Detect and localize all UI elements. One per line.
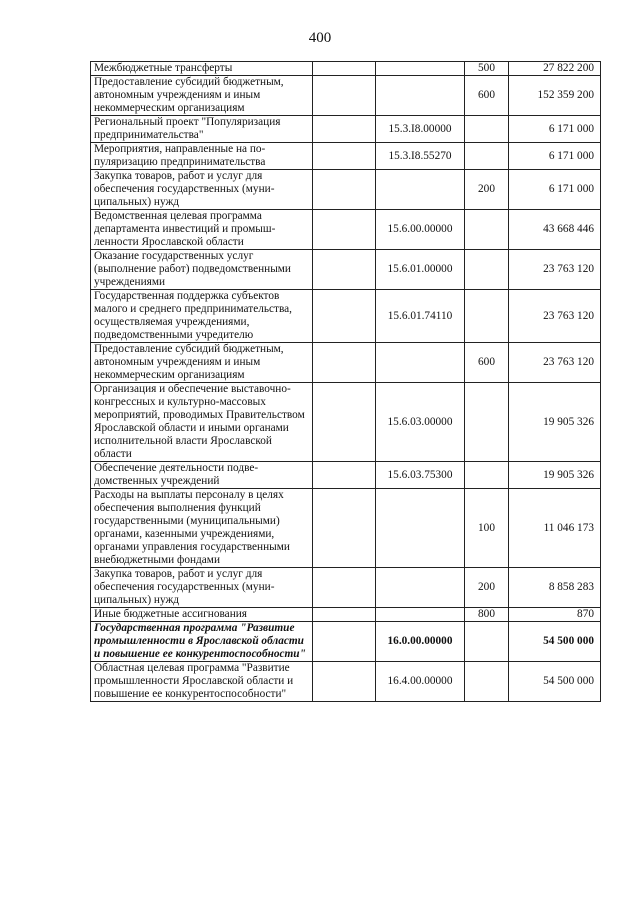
row-sum-cell: 19 905 326 — [509, 462, 601, 489]
row-code-cell: 15.6.00.00000 — [376, 210, 465, 250]
row-name-cell: Закупка товаров, работ и услуг для обеспечения государственных (муниципальных) нужд — [91, 170, 313, 210]
row-name-cell: Иные бюджетные ассигнования — [91, 608, 313, 622]
row-name-cell: Областная целевая программа "Развитие промышленности Ярославской области и повышение ее конкурентоспособности" — [91, 662, 313, 702]
row-type-cell: 800 — [465, 608, 509, 622]
row-type-cell — [465, 383, 509, 462]
row-sum-cell: 23 763 120 — [509, 343, 601, 383]
row-blank-cell — [313, 343, 376, 383]
row-name-cell: Региональный проект "Популяризация предпринимательства" — [91, 116, 313, 143]
row-type-cell — [465, 462, 509, 489]
row-sum-cell: 23 763 120 — [509, 250, 601, 290]
row-sum-cell: 152 359 200 — [509, 76, 601, 116]
row-name-cell: Государственная поддержка субъектов малого и среднего предпринимательства, осуществляемая учреждениями, подведомственными учредителю — [91, 290, 313, 343]
row-type-cell — [465, 143, 509, 170]
row-sum-cell: 6 171 000 — [509, 116, 601, 143]
row-name-cell: Оказание государственных услуг (выполнение работ) подведомственными учреждениями — [91, 250, 313, 290]
row-name-cell: Обеспечение деятельности подведомственных учреждений — [91, 462, 313, 489]
row-name-cell: Ведомственная целевая программа департамента инвестиций и промышленности Ярославской области — [91, 210, 313, 250]
row-name-cell: Предоставление субсидий бюджетным, автономным учреждениям и иным некоммерческим организациям — [91, 76, 313, 116]
row-name-cell: Мероприятия, направленные на популяризацию предпринимательства — [91, 143, 313, 170]
row-type-cell: 100 — [465, 489, 509, 568]
row-type-cell — [465, 290, 509, 343]
row-type-cell: 600 — [465, 343, 509, 383]
table-row — [91, 608, 601, 622]
row-sum-cell: 54 500 000 — [509, 622, 601, 662]
row-sum-cell: 6 171 000 — [509, 170, 601, 210]
row-blank-cell — [313, 662, 376, 702]
row-sum-cell: 6 171 000 — [509, 143, 601, 170]
row-blank-cell — [313, 290, 376, 343]
table-row — [91, 250, 601, 290]
row-code-cell: 16.0.00.00000 — [376, 622, 465, 662]
row-code-cell: 15.6.01.74110 — [376, 290, 465, 343]
row-code-cell — [376, 62, 465, 76]
table-row — [91, 170, 601, 210]
row-name-cell: Закупка товаров, работ и услуг для обеспечения государственных (муниципальных) нужд — [91, 568, 313, 608]
row-name-cell: Организация и обеспечение выставочно-конгрессных и культурно-массовых мероприятий, проводимых Правительством Ярославской области и иными органами исполнительной власти Ярославской области — [91, 383, 313, 462]
row-type-cell — [465, 250, 509, 290]
row-type-cell: 600 — [465, 76, 509, 116]
table-row — [91, 210, 601, 250]
table-row — [91, 568, 601, 608]
row-sum-cell: 27 822 200 — [509, 62, 601, 76]
row-name-cell: Расходы на выплаты персоналу в целях обеспечения выполнения функций государственными (муниципальными) органами, казенными учреждениями, органами управления государственными внебюджетными фондами — [91, 489, 313, 568]
table-row — [91, 662, 601, 702]
table-row — [91, 622, 601, 662]
row-blank-cell — [313, 250, 376, 290]
row-type-cell — [465, 662, 509, 702]
row-sum-cell: 19 905 326 — [509, 383, 601, 462]
row-code-cell — [376, 489, 465, 568]
row-code-cell — [376, 343, 465, 383]
row-blank-cell — [313, 76, 376, 116]
row-blank-cell — [313, 143, 376, 170]
row-blank-cell — [313, 170, 376, 210]
row-sum-cell: 11 046 173 — [509, 489, 601, 568]
row-code-cell — [376, 568, 465, 608]
row-code-cell — [376, 76, 465, 116]
row-code-cell: 15.6.03.00000 — [376, 383, 465, 462]
row-code-cell: 15.6.03.75300 — [376, 462, 465, 489]
row-code-cell — [376, 170, 465, 210]
row-name-cell: Межбюджетные трансферты — [91, 62, 313, 76]
row-code-cell: 15.3.I8.55270 — [376, 143, 465, 170]
row-blank-cell — [313, 622, 376, 662]
row-type-cell: 200 — [465, 170, 509, 210]
row-blank-cell — [313, 568, 376, 608]
table-row — [91, 116, 601, 143]
row-sum-cell: 43 668 446 — [509, 210, 601, 250]
row-blank-cell — [313, 489, 376, 568]
row-type-cell: 500 — [465, 62, 509, 76]
row-blank-cell — [313, 608, 376, 622]
row-code-cell: 15.3.I8.00000 — [376, 116, 465, 143]
row-type-cell — [465, 210, 509, 250]
row-code-cell: 15.6.01.00000 — [376, 250, 465, 290]
row-code-cell: 16.4.00.00000 — [376, 662, 465, 702]
row-sum-cell: 23 763 120 — [509, 290, 601, 343]
row-sum-cell: 8 858 283 — [509, 568, 601, 608]
table-row — [91, 383, 601, 462]
row-type-cell: 200 — [465, 568, 509, 608]
budget-table — [90, 61, 601, 702]
row-blank-cell — [313, 383, 376, 462]
row-type-cell — [465, 622, 509, 662]
row-name-cell: Государственная программа "Развитие промышленности в Ярославской области и повышение ее конкурентоспособности" — [91, 622, 313, 662]
table-row — [91, 76, 601, 116]
table-row — [91, 343, 601, 383]
row-code-cell — [376, 608, 465, 622]
row-blank-cell — [313, 116, 376, 143]
page-number: 400 — [308, 30, 332, 46]
table-row — [91, 290, 601, 343]
row-sum-cell: 54 500 000 — [509, 662, 601, 702]
row-type-cell — [465, 116, 509, 143]
row-name-cell: Предоставление субсидий бюджетным, автономным учреждениям и иным некоммерческим организациям — [91, 343, 313, 383]
row-sum-cell: 870 — [509, 608, 601, 622]
table-row — [91, 489, 601, 568]
row-blank-cell — [313, 62, 376, 76]
table-row — [91, 462, 601, 489]
table-row — [91, 143, 601, 170]
row-blank-cell — [313, 462, 376, 489]
row-blank-cell — [313, 210, 376, 250]
table-row — [91, 62, 601, 76]
